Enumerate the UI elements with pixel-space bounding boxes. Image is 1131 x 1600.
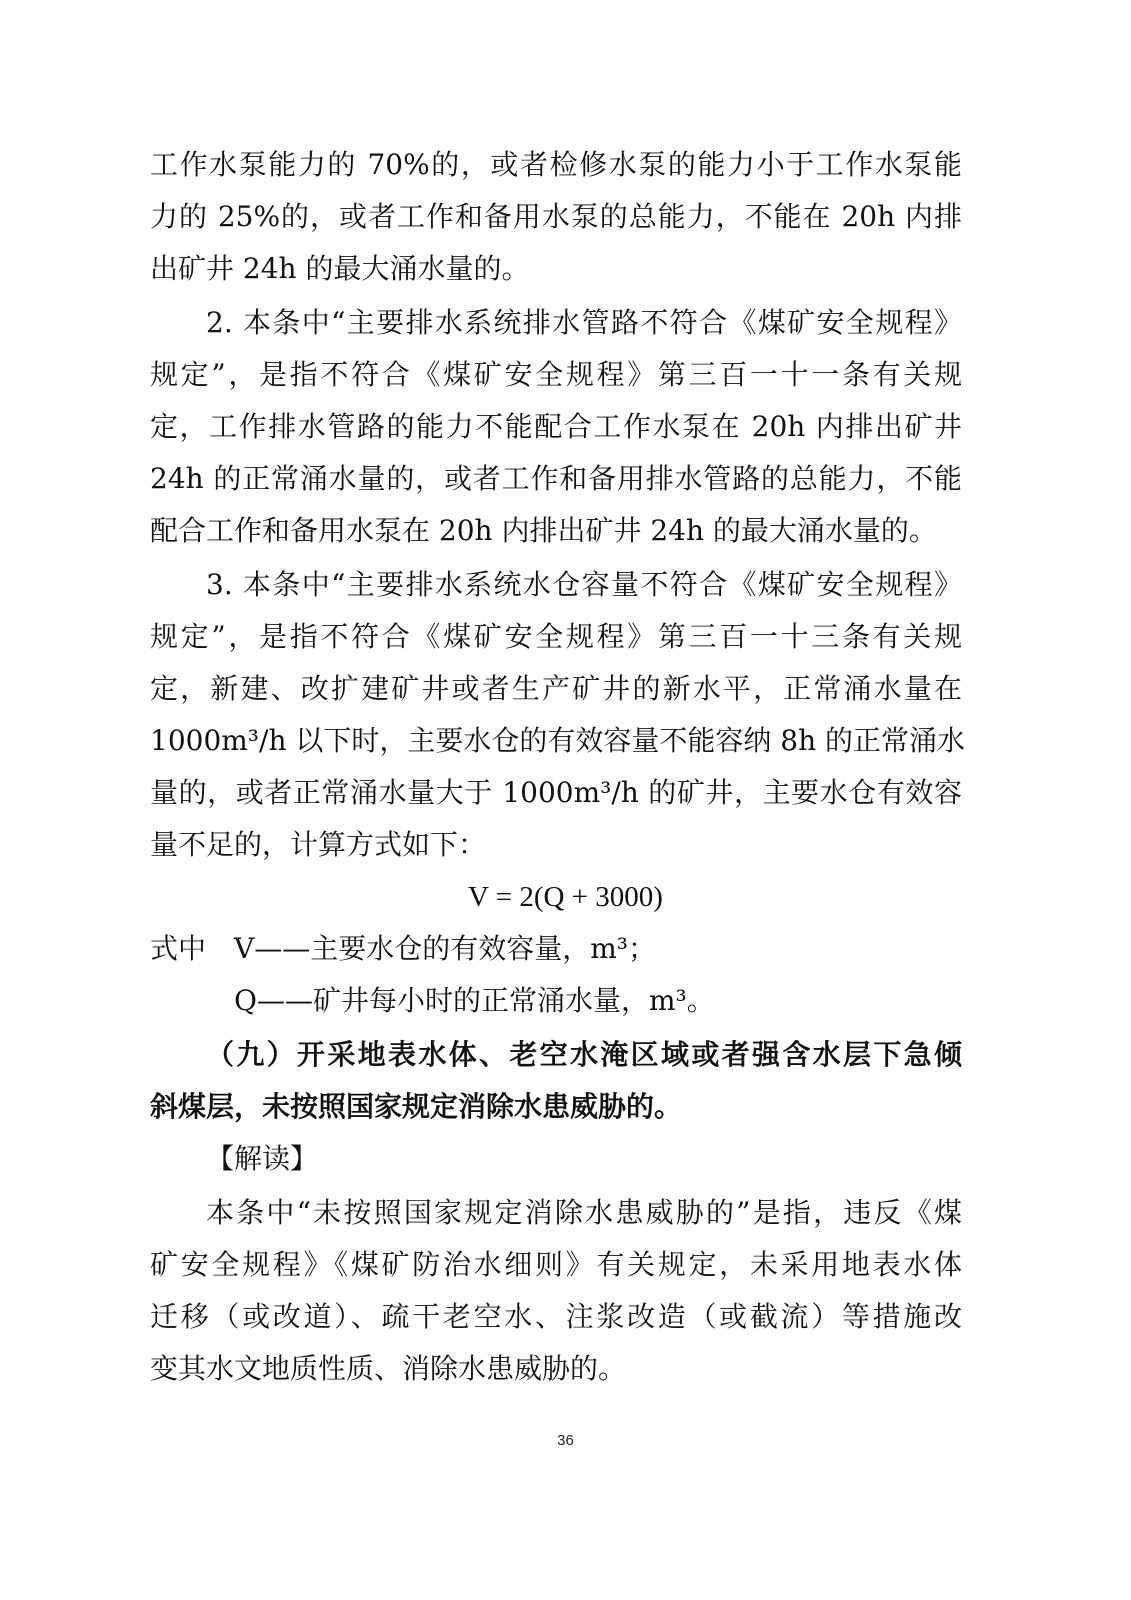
paragraph-line: 量的，或者正常涌水量大于 1000m³/h 的矿井，主要水仓有效容 bbox=[150, 776, 962, 809]
paragraph-line: 力的 25%的，或者工作和备用水泵的总能力，不能在 20h 内排 bbox=[150, 200, 962, 233]
paragraph-line: 2. 本条中“主要排水系统排水管路不符合《煤矿安全规程》 bbox=[206, 306, 962, 339]
paragraph-line: 工作水泵能力的 70%的，或者检修水泵的能力小于工作水泵能 bbox=[150, 148, 962, 181]
page-number: 36 bbox=[557, 1432, 574, 1449]
paragraph-line: 规定”，是指不符合《煤矿安全规程》第三百一十一条有关规 bbox=[150, 358, 962, 391]
paragraph-line: 本条中“未按照国家规定消除水患威胁的”是指，违反《煤 bbox=[206, 1196, 962, 1229]
formula-definition: Q——矿井每小时的正常涌水量，m³。 bbox=[234, 984, 715, 1017]
paragraph-line: 3. 本条中“主要排水系统水仓容量不符合《煤矿安全规程》 bbox=[206, 568, 962, 601]
paragraph-line: 变其水文地质性质、消除水患威胁的。 bbox=[150, 1352, 627, 1385]
paragraph-line: 量不足的，计算方式如下： bbox=[150, 828, 487, 861]
paragraph-line: 迁移（或改道）、疏干老空水、注浆改造（或截流）等措施改 bbox=[150, 1300, 962, 1333]
paragraph-line: 规定”，是指不符合《煤矿安全规程》第三百一十三条有关规 bbox=[150, 620, 962, 653]
paragraph-line: 24h 的正常涌水量的，或者工作和备用排水管路的总能力，不能 bbox=[150, 462, 962, 495]
section-heading-line: （九）开采地表水体、老空水淹区域或者强含水层下急倾 bbox=[206, 1038, 962, 1071]
formula: V = 2(Q + 3000) bbox=[468, 881, 663, 913]
formula-definition: 式中 V——主要水仓的有效容量，m³； bbox=[150, 932, 656, 965]
interpretation-label: 【解读】 bbox=[206, 1142, 319, 1175]
paragraph-line: 矿安全规程》《煤矿防治水细则》有关规定，未采用地表水体 bbox=[150, 1248, 962, 1281]
paragraph-line: 定，新建、改扩建矿井或者生产矿井的新水平，正常涌水量在 bbox=[150, 672, 962, 705]
paragraph-line: 出矿井 24h 的最大涌水量的。 bbox=[150, 252, 530, 285]
paragraph-line: 1000m³/h 以下时，主要水仓的有效容量不能容纳 8h 的正常涌水 bbox=[150, 724, 966, 757]
section-heading-line: 斜煤层，未按照国家规定消除水患威胁的。 bbox=[150, 1090, 683, 1123]
paragraph-line: 配合工作和备用水泵在 20h 内排出矿井 24h 的最大涌水量的。 bbox=[150, 514, 937, 547]
paragraph-line: 定，工作排水管路的能力不能配合工作水泵在 20h 内排出矿井 bbox=[150, 410, 962, 443]
